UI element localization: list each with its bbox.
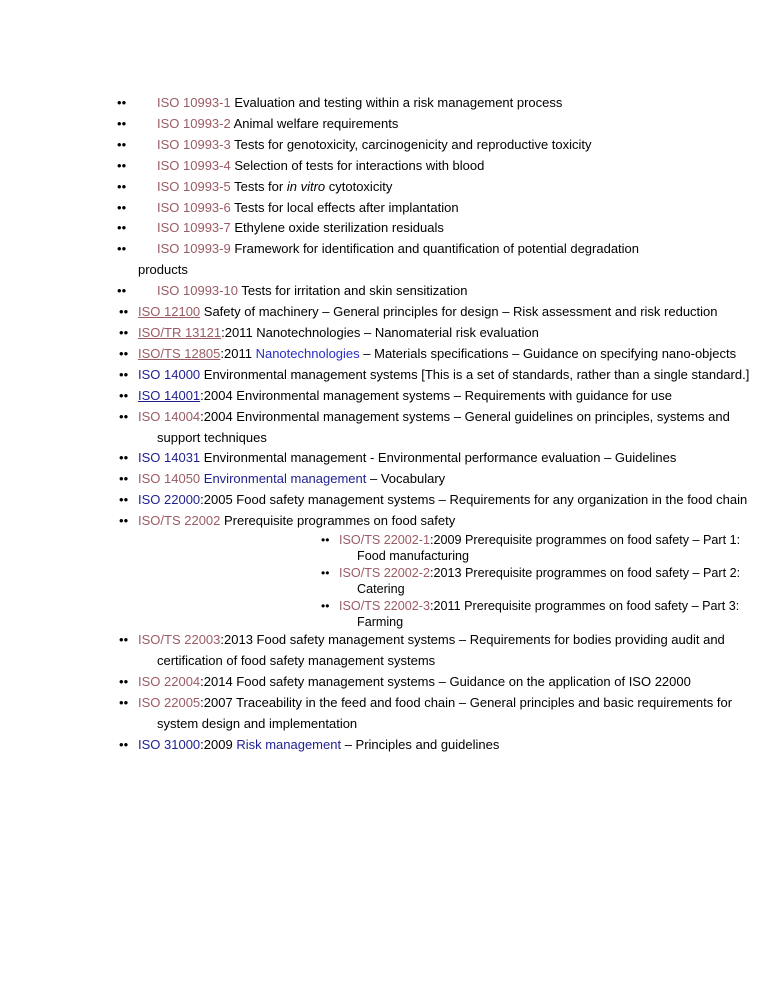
bullet-icon: • •: [117, 281, 126, 302]
list-item-iso-22004: • ISO 22004:2014 Food safety management systems – Guidance on the application of ISO 22000: [123, 674, 691, 690]
iso-22004-text-1: :2014 Food safety management systems – Guidance on the application of ISO 22000: [200, 674, 691, 690]
list-item-iso-10993-7: [0, 218, 768, 239]
list-item-iso-ts-22002-2: • ISO/TS 22002-2:2013 Prerequisite programmes on food safety – Part 2: Catering: [325, 565, 741, 597]
iso-31000-text-1: :2009: [200, 737, 237, 752]
iso-10993-3-text-1: Tests for genotoxicity, carcinogenicity and reproductive toxicity: [230, 136, 592, 152]
bullet-icon: • •: [117, 239, 126, 260]
standards-list-level-1: [0, 281, 768, 302]
iso-14050-link-0[interactable]: ISO 14050: [138, 471, 201, 487]
iso-14031-link-0[interactable]: ISO 14031: [138, 450, 201, 466]
iso-12100-link-0[interactable]: ISO 12100: [138, 304, 201, 320]
standards-list-body: [0, 93, 768, 756]
bullet-icon: • •: [117, 177, 126, 198]
standards-list-level-1: [0, 93, 768, 260]
iso-10993-2-text-1: Animal welfare requirements: [230, 115, 399, 131]
iso-10993-5-text-2: in vitro: [286, 178, 326, 194]
iso-ts-22002-2-link-0[interactable]: ISO/TS 22002-2: [339, 565, 431, 580]
list-item-iso-ts-22003: • ISO/TS 22003:2013 Food safety management systems – Requirements for bodies providing audit and certification of food safety management systems: [123, 632, 725, 669]
iso-tr-13121-text-1: :2011 Nanotechnologies – Nanomaterial risk evaluation: [221, 324, 539, 340]
iso-22000-link-0[interactable]: ISO 22000: [138, 492, 201, 508]
iso-ts-12805-text-3: – Materials specifications – Guidance on specifying nano-objects: [359, 345, 737, 361]
list-item-iso-10993-1: [0, 93, 768, 114]
iso-10993-7-text-1: Ethylene oxide sterilization residuals: [230, 220, 444, 236]
iso-14000-link-0[interactable]: ISO 14000: [138, 366, 201, 382]
list-item-iso-14031: • ISO 14031 Environmental management - Environmental performance evaluation – Guidelines: [123, 450, 677, 466]
list-item-iso-ts-22002: • ISO/TS 22002 Prerequisite programmes on food safety • ISO/TS 22002-1:2009 Prerequisite programmes on food safety – Part 1: Food manufacturing • ISO/TS 22002-2:2013 Prerequisite programmes on food safety – Part 2: Catering • ISO/TS 22002-3:2011 Prerequisite programmes on food safety – Part 3: Farming: [0, 511, 768, 630]
list-item-iso-10993-4: [0, 156, 768, 177]
iso-10993-4-link-0[interactable]: ISO 10993-4: [157, 157, 231, 173]
list-item-iso-10993-6: [0, 198, 768, 219]
iso-14001-link-0[interactable]: ISO 14001: [138, 387, 201, 403]
iso-10993-9-link-0[interactable]: ISO 10993-9: [157, 241, 231, 257]
list-item-iso-31000: • ISO 31000:2009 Risk management – Principles and guidelines: [123, 737, 500, 752]
bullet-icon: • •: [117, 93, 126, 114]
iso-ts-22002-text-1: Prerequisite programmes on food safety: [220, 513, 456, 529]
iso-ts-22003-text-1: :2013 Food safety management systems – Requirements for bodies providing audit and certification of food safety management systems: [157, 632, 725, 669]
bullet-icon: • •: [117, 135, 126, 156]
list-item-iso-22000: • ISO 22000:2005 Food safety management systems – Requirements for any organization in the food chain: [123, 492, 748, 508]
iso-14050-text-3: – Vocabulary: [366, 471, 446, 487]
iso-22000-text-1: :2005 Food safety management systems – Requirements for any organization in the food chain: [200, 492, 748, 508]
list-item-iso-10993-10: [0, 281, 768, 302]
bullet-icon: • •: [117, 218, 126, 239]
bullet-icon: • •: [117, 156, 126, 177]
list-item-iso-14001: • ISO 14001:2004 Environmental management systems – Requirements with guidance for use: [123, 387, 673, 403]
iso-10993-3-link-0[interactable]: ISO 10993-3: [157, 136, 231, 152]
list-item-iso-10993-3: [0, 135, 768, 156]
iso-10993-7-link-0[interactable]: ISO 10993-7: [157, 220, 231, 236]
iso-31000-link-2[interactable]: Risk management: [236, 737, 342, 752]
iso-14000-text-1: Environmental management systems [This is a set of standards, rather than a single standard.]: [200, 366, 750, 382]
iso-10993-9-continuation-text: products: [138, 262, 188, 278]
list-item-iso-22005: • ISO 22005:2007 Traceability in the feed and food chain – General principles and basic requirements for system design and implementation: [123, 695, 733, 732]
iso-14004-link-0[interactable]: ISO 14004: [138, 408, 201, 424]
iso-ts-22002-2-text-1: :2013 Prerequisite programmes on food safety – Part 2: Catering: [357, 565, 741, 597]
iso-ts-12805-link-2[interactable]: Nanotechnologies: [255, 345, 360, 361]
iso-14031-text-1: Environmental management - Environmental performance evaluation – Guidelines: [200, 450, 677, 466]
bullet-icon: • •: [117, 114, 126, 135]
iso-10993-10-text-1: Tests for irritation and skin sensitization: [237, 283, 468, 299]
iso-ts-22002-link-0[interactable]: ISO/TS 22002: [138, 513, 221, 529]
iso-ts-22002-3-text-1: :2011 Prerequisite programmes on food safety – Part 3: Farming: [357, 598, 740, 630]
iso-10993-5-text-3: cytotoxicity: [325, 178, 393, 194]
bullet-icon: • •: [117, 198, 126, 219]
iso-10993-9-continuation: [0, 260, 768, 281]
list-item-iso-10993-5: [0, 177, 768, 198]
iso-14004-text-1: :2004 Environmental management systems – General guidelines on principles, systems and support techniques: [157, 408, 730, 445]
standards-list-level-2: [0, 302, 768, 756]
iso-22005-text-1: :2007 Traceability in the feed and food chain – General principles and basic requirements for system design and implementation: [157, 695, 733, 732]
iso-10993-2-link-0[interactable]: ISO 10993-2: [157, 115, 231, 131]
iso-ts-12805-link-0[interactable]: ISO/TS 12805: [138, 345, 221, 361]
list-item-iso-10993-9: [0, 239, 768, 260]
iso-10993-6-link-0[interactable]: ISO 10993-6: [157, 199, 231, 215]
iso-10993-1-link-0[interactable]: ISO 10993-1: [157, 95, 231, 110]
iso-ts-22002-1-text-1: :2009 Prerequisite programmes on food safety – Part 1: Food manufacturing: [357, 533, 741, 564]
iso-31000-text-3: – Principles and guidelines: [341, 737, 500, 752]
list-item-iso-14000: • ISO 14000 Environmental management systems [This is a set of standards, rather than a single standard.]: [123, 366, 750, 382]
iso-10993-6-text-1: Tests for local effects after implantation: [230, 199, 459, 215]
iso-ts-22002-3-link-0[interactable]: ISO/TS 22002-3: [339, 598, 431, 613]
iso-10993-4-text-1: Selection of tests for interactions with blood: [230, 157, 485, 173]
list-item-iso-14050: • ISO 14050 Environmental management – Vocabulary: [123, 471, 446, 487]
iso-12100-text-1: Safety of machinery – General principles for design – Risk assessment and risk reduction: [200, 304, 718, 320]
list-item-iso-ts-22002-3: • ISO/TS 22002-3:2011 Prerequisite programmes on food safety – Part 3: Farming: [325, 598, 740, 630]
iso-10993-10-link-0[interactable]: ISO 10993-10: [157, 283, 238, 299]
iso-31000-link-0[interactable]: ISO 31000: [138, 737, 201, 752]
list-item-iso-14004: • ISO 14004:2004 Environmental management systems – General guidelines on principles, systems and support techniques: [123, 408, 730, 445]
iso-10993-9-text-1: Framework for identification and quantification of potential degradation: [230, 241, 640, 257]
list-item-iso-12100: • ISO 12100 Safety of machinery – General principles for design – Risk assessment and risk reduction: [123, 304, 718, 320]
list-item-iso-tr-13121: • ISO/TR 13121:2011 Nanotechnologies – Nanomaterial risk evaluation: [123, 324, 539, 340]
list-item-iso-ts-22002-1: • ISO/TS 22002-1:2009 Prerequisite programmes on food safety – Part 1: Food manufacturing: [325, 533, 741, 564]
iso-14001-text-1: :2004 Environmental management systems – Requirements with guidance for use: [200, 387, 673, 403]
iso-ts-22003-link-0[interactable]: ISO/TS 22003: [138, 632, 221, 648]
iso-ts-12805-text-1: :2011: [220, 345, 256, 361]
iso-ts-22002-1-link-0[interactable]: ISO/TS 22002-1: [339, 533, 431, 548]
iso-10993-5-text-1: Tests for: [230, 178, 287, 194]
iso-22005-link-0[interactable]: ISO 22005: [138, 695, 201, 711]
iso-10993-5-link-0[interactable]: ISO 10993-5: [157, 178, 231, 194]
list-item-iso-10993-2: [0, 114, 768, 135]
iso-10993-1-text-1: Evaluation and testing within a risk management process: [230, 95, 563, 110]
iso-tr-13121-link-0[interactable]: ISO/TR 13121: [138, 324, 222, 340]
iso-14050-link-2[interactable]: Environmental management: [203, 471, 367, 487]
list-item-iso-ts-12805: • ISO/TS 12805:2011 Nanotechnologies – Materials specifications – Guidance on specifying nano-objects: [123, 345, 737, 361]
iso-22004-link-0[interactable]: ISO 22004: [138, 674, 201, 690]
standards-list-level-3: [157, 532, 768, 630]
